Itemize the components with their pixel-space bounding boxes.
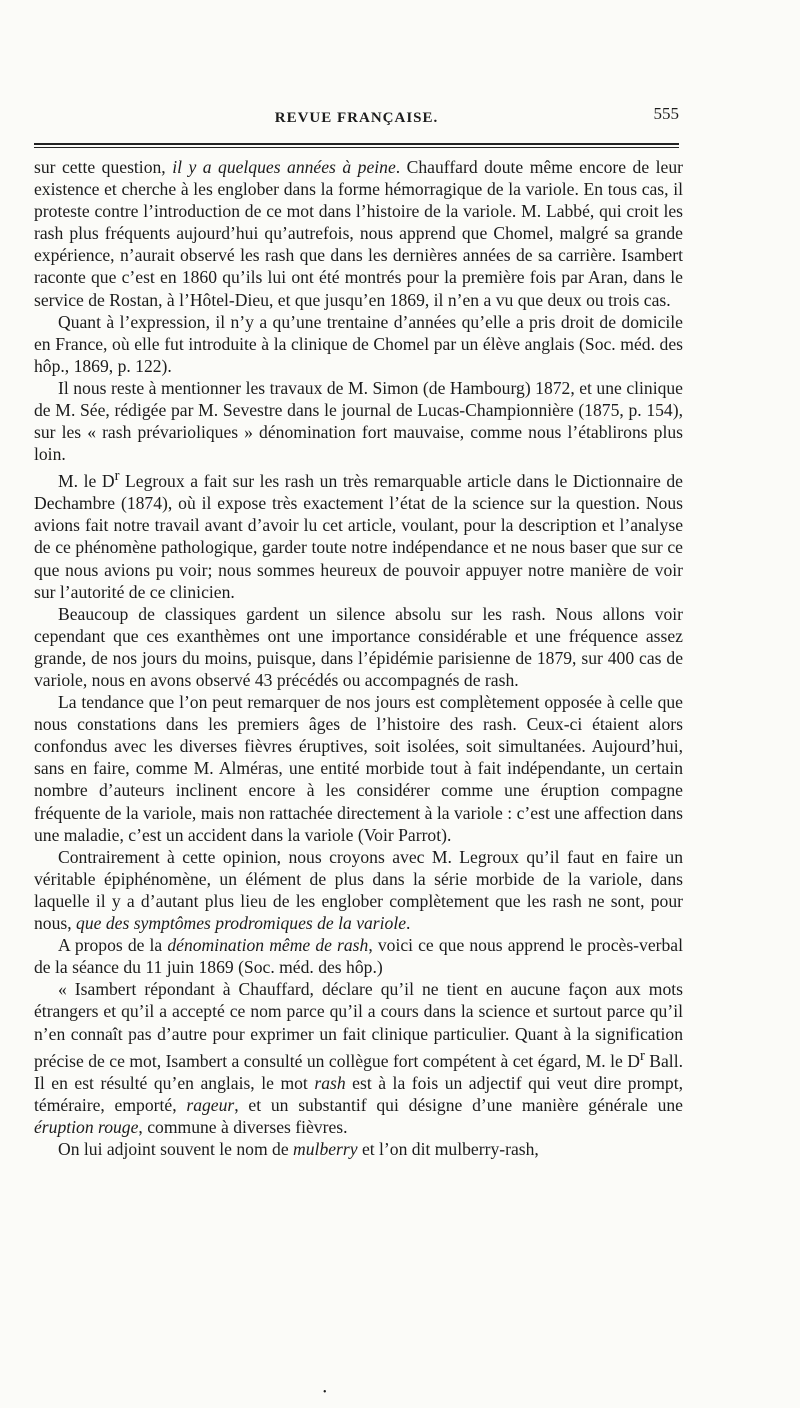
paragraph: M. le $D^r$ Legroux a fait sur les rash un très remarquable article dans le Dictionnaire de Dechambre (1874), où il expose très exactement l’état de la science sur la question. Nous avions fait notre travail avant d’avoir lu cet article, voulant, pour la description et l’analyse de ce phénomène pathologique, garder toute notre indépendance et ne nous baser que sur ce que nous avions pu voir; nous sommes heureux de pouvoir appuyer notre manière de voir sur l’autorité de ce clinicien.: [34, 468, 683, 602]
body-text: [34, 156, 683, 1160]
page-header: [34, 104, 679, 130]
running-title: REVUE FRANÇAISE.: [274, 110, 439, 126]
paragraph: On lui adjoint souvent le nom de mulberry et l’on dit mulberry-rash,: [58, 1138, 539, 1159]
paragraph: Beaucoup de classiques gardent un silence absolu sur les rash. Nous allons voir cependant que ces exanthèmes ont une importance considérable et une fréquence assez grande, de nos jours du moins, puisque, dans l’épidémie parisienne de 1879, sur 400 cas de variole, nous en avons observé 43 précédés ou accompagnés de rash.: [34, 603, 683, 691]
page-number: 555: [653, 104, 679, 123]
paragraph: Il nous reste à mentionner les travaux de M. Simon (de Hambourg) 1872, et une clinique de M. Sée, rédigée par M. Sevestre dans le journal de Lucas-Championnière (1875, p. 154), sur les « rash prévarioliques » dénomination fort mauvaise, comme nous l’établirons plus loin.: [34, 377, 683, 465]
header-rule: [34, 143, 679, 148]
paragraph: Quant à l’expression, il n’y a qu’une trentaine d’années qu’elle a pris droit de domicile en France, où elle fut introduite à la clinique de Chomel par un élève anglais (Soc. méd. des hôp., 1869, p. 122).: [34, 311, 683, 376]
paragraph: « Isambert répondant à Chauffard, déclare qu’il ne tient en aucune façon aux mots étrangers et qu’il a accepté ce nom parce qu’il a cours dans la science et surtout parce qu’il n’en connaît pas d’autre pour exprimer un fait clinique particulier. Quant à la signification précise de ce mot, Isambert a consulté un collègue fort compétent à cet égard, M. le $D^r$ Ball. Il en est résulté qu’en anglais, le mot rash est à la fois un adjectif qui veut dire prompt, téméraire, emporté, rageur, et un substantif qui désigne d’une manière générale une éruption rouge, commune à diverses fièvres.: [34, 979, 683, 1137]
paragraph: La tendance que l’on peut remarquer de nos jours est complètement opposée à celle que nous constations dans les premiers âges de l’histoire des rash. Ceux-ci étaient alors confondus avec les diverses fièvres éruptives, soit isolées, soit simultanées. Aujourd’hui, sans en faire, comme M. Alméras, une entité morbide tout à fait indépendante, un certain nombre d’auteurs inclinent encore à les considérer comme une éruption compagne fréquente de la variole, mais non rattachée directement à la variole : c’est une affection dans une maladie, c’est un accident dans la variole (Voir Parrot).: [34, 692, 683, 845]
paragraph: Contrairement à cette opinion, nous croyons avec M. Legroux qu’il faut en faire un véritable épiphénomène, un élément de plus dans la série morbide de la variole, dans laquelle il y a d’autant plus lieu de les englober complètement que les rash ne sont, pour nous, que des symptômes prodromiques de la variole.: [34, 846, 683, 934]
paragraph: sur cette question, il y a quelques années à peine. Chauffard doute même encore de leur existence et cherche à les englober dans la forme hémorragique de la variole. En tous cas, il proteste contre l’introduction de ce mot dans l’histoire de la variole. M. Labbé, qui croit les rash plus fréquents aujourd’hui qu’autrefois, nous apprend que Chomel, malgré sa grande expérience, n’aurait observé les rash que dans les dernières années de sa carrière. Isambert raconte que c’est en 1860 qu’ils lui ont été montrés pour la première fois par Aran, dans le service de Rostan, à l’Hôtel-Dieu, et que jusqu’en 1869, il n’en a vu que deux ou trois cas.: [34, 157, 683, 310]
paragraph: A propos de la dénomination même de rash, voici ce que nous apprend le procès-verbal de la séance du 11 juin 1869 (Soc. méd. des hôp.): [34, 935, 683, 978]
footer-mark: •: [323, 1387, 327, 1398]
